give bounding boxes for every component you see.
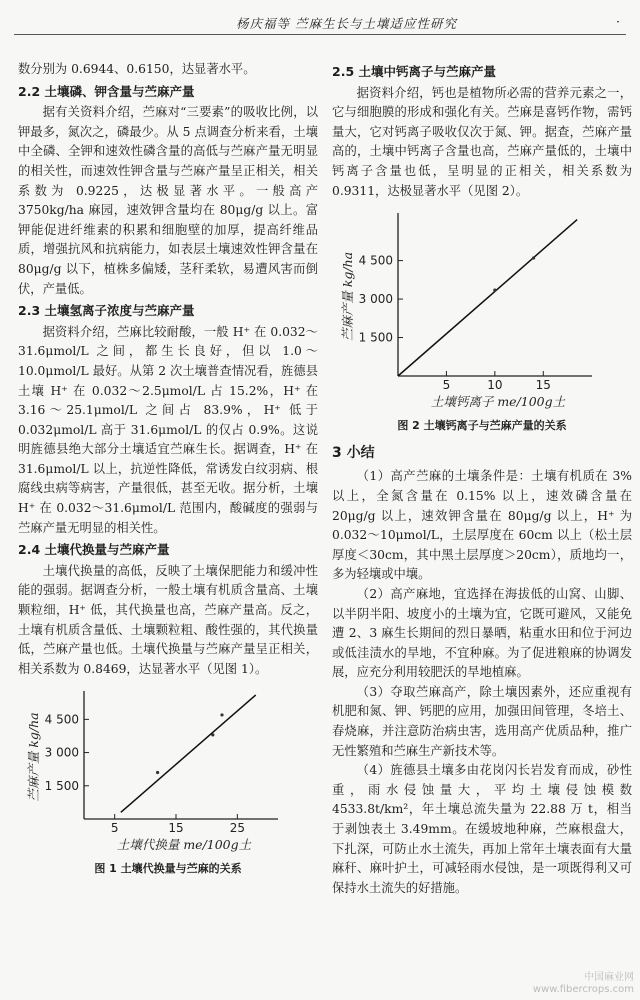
section-3-heading: 3 小结 xyxy=(332,444,375,461)
x-tick-label: 5 xyxy=(110,821,119,836)
figure-2-caption: 图 2 土壤钙离子与苎麻产量的关系 xyxy=(397,419,567,433)
data-point xyxy=(211,734,214,737)
y-axis-label: 苎麻产量 kg/ha xyxy=(26,712,41,803)
section-2-3-text: 据资料介绍，苎麻比较耐酸，一般 H⁺ 在 0.032～31.6μmol/L 之间，都生长良好，但以 1.0～10.0μmol/L 最好。从第 2 次土壤普查情况看，旌德县土壤 H⁺ 在 0.032～2.5μmol/L 占 15.2%，H⁺ 在 3.16～25.1μmol/L 之间占 83.9%，H⁺ 低于 0.032μmol/L 高于 31.6μmol/L 的仅占 0.9%。这说明旌德县绝大部分土壤适宜苎麻生长。据调查，H⁺ 在 31.6μmol/L 以上，抗逆性降低，常诱发白纹羽病、根腐线虫病等病害，产量很低，甚至无收。据分析，土壤 H⁺ 在 0.032～31.6μmol/L 范围内，酸碱度的强弱与苎麻产量无明显的相关性。 xyxy=(18,324,318,535)
data-point xyxy=(220,714,223,717)
y-tick-label: 1 500 xyxy=(44,779,79,794)
figure-2 xyxy=(332,207,632,436)
page-number: · xyxy=(616,14,620,29)
left-column xyxy=(18,60,318,883)
section-2-5-text: 据资料介绍，钙也是植物所必需的营养元素之一，它与细胞膜的形成和强化有关。苎麻是喜钙作物，需钙量大，它对钙离子吸收仅次于氮、钾。据查，苎麻产量高的，土壤中钙离子含量也高，苎麻产量低的，土壤中钙离子含量也低，呈明显的正相关，相关系数为 0.9311，达极显著水平（见图 2）。 xyxy=(332,85,632,198)
y-tick-label: 1 500 xyxy=(358,330,393,345)
continued-paragraph: 数分别为 0.6944、0.6150，达显著水平。 xyxy=(18,62,256,76)
x-axis-label: 土壤钙离子 me/100g土 xyxy=(430,394,566,410)
x-axis-label: 土壤代换量 me/100g土 xyxy=(116,837,252,853)
conclusion-3: （3）夺取苎麻高产，除土壤因素外，还应重视有机肥和氮、钾、钙肥的应用，加强田间管理，冬培土、春烧麻，并注意防治病虫害，选用高产优质品种，推广无性繁殖和苎麻生产新技术等。 xyxy=(332,684,632,758)
figure-1 xyxy=(18,685,318,879)
data-point xyxy=(532,257,535,260)
section-2-5-heading: 2.5 土壤中钙离子与苎麻产量 xyxy=(332,64,496,79)
y-tick-label: 3 000 xyxy=(44,745,79,760)
y-tick-label: 3 000 xyxy=(358,292,393,307)
trend-line xyxy=(121,695,256,812)
x-tick-label: 15 xyxy=(168,821,184,836)
conclusion-2: （2）高产麻地，宜选择在海拔低的山窝、山脚、以半阴半阳、坡度小的土壤为宜，它既可避风，又能免遭 2、3 麻生长期间的烈日暴晒，粘重水田和位于河边或低洼渍水的旱地，不宜种麻。为了促进粮麻的协调发展，应充分利用较肥沃的旱地植麻。 xyxy=(332,586,632,680)
x-tick-label: 25 xyxy=(229,821,245,836)
x-tick-label: 5 xyxy=(442,378,451,393)
x-tick-label: 10 xyxy=(487,378,503,393)
section-2-4-text: 土壤代换量的高低，反映了土壤保肥能力和缓冲性能的强弱。据调查分析，一般土壤有机质含量高、土壤颗粒细，H⁺ 低，其代换量也高，苎麻产量高。反之，土壤有机质含量低、土壤颗粒粗、酸性强的，其代换量低，苎麻产量也低。土壤代换量与苎麻产量呈正相关，相关系数为 0.8469，达显著水平（见图 1）。 xyxy=(18,563,318,676)
y-tick-label: 4 500 xyxy=(358,253,393,268)
watermark-line-1: 中国麻业网 xyxy=(584,972,634,983)
section-2-2-text: 据有关资料介绍，苎麻对“三要素”的吸收比例，以钾最多，氮次之，磷最少。从 5 点调查分析来看，土壤中全磷、全钾和速效性磷含量的高低与苎麻产量无明显的相关性，而速效性钾含量与苎麻产量呈正相关，相关系数为 0.9225，达极显著水平。一般高产 3750kg/ha 麻园，速效钾含量均在 80μg/g 以上。富钾能促进纤维素的积累和细胞壁的加厚，提高纤维品质，增强抗风和抗病能力，如表层土壤速效性钾含量在 80μg/g 以下，植株多偏矮，茎秆柔软，易遭风害而倒伏，产量低。 xyxy=(18,105,318,296)
conclusion-4: （4）旌德县土壤多由花岗闪长岩发育而成，砂性重，雨水侵蚀量大，平均土壤侵蚀模数 4533.8t/km²，年土壤总流失量为 22.88 万 t，相当于剥蚀表土 3.49mm。在缓坡地种麻，苎麻根盘大，下扎深，可防止水土流失，再加上常年土壤表面有大量麻秆、麻叶护土，可减轻雨水侵蚀，是一项既得利又可保持水土流失的好措施。 xyxy=(332,763,632,895)
section-2-4-heading: 2.4 土壤代换量与苎麻产量 xyxy=(18,542,170,558)
right-column xyxy=(332,60,632,898)
data-point xyxy=(493,289,496,292)
running-header xyxy=(14,0,626,35)
section-2-3-heading: 2.3 土壤氢离子浓度与苎麻产量 xyxy=(18,303,195,319)
watermark xyxy=(533,972,634,996)
figure-1-caption: 图 1 土壤代换量与苎麻的关系 xyxy=(94,862,242,876)
running-title: 杨庆福等 苎麻生长与土壤适应性研究 xyxy=(236,16,457,31)
watermark-line-2: www.fibercrops.com xyxy=(532,984,634,995)
figure-1-chart xyxy=(18,685,318,855)
y-axis-label: 苎麻产量 kg/ha xyxy=(340,252,355,342)
trend-line xyxy=(398,220,577,376)
x-tick-label: 15 xyxy=(535,378,551,393)
y-tick-label: 4 500 xyxy=(44,712,79,727)
data-point xyxy=(156,771,159,774)
conclusion-1: （1）高产苎麻的土壤条件是：土壤有机质在 3% 以上，全氮含量在 0.15% 以上，速效磷含量在 20μg/g 以上，速效钾含量在 80μg/g 以上，H⁺ 为 0.032～10μmol/L，土层厚度在 60cm 以上（松土层厚度＜30cm，其中黑土层厚度＞20cm），质地均一，多为轻壤或中壤。 xyxy=(332,469,632,582)
figure-2-chart xyxy=(332,207,632,412)
section-2-2-heading: 2.2 土壤磷、钾含量与苎麻产量 xyxy=(18,83,195,99)
